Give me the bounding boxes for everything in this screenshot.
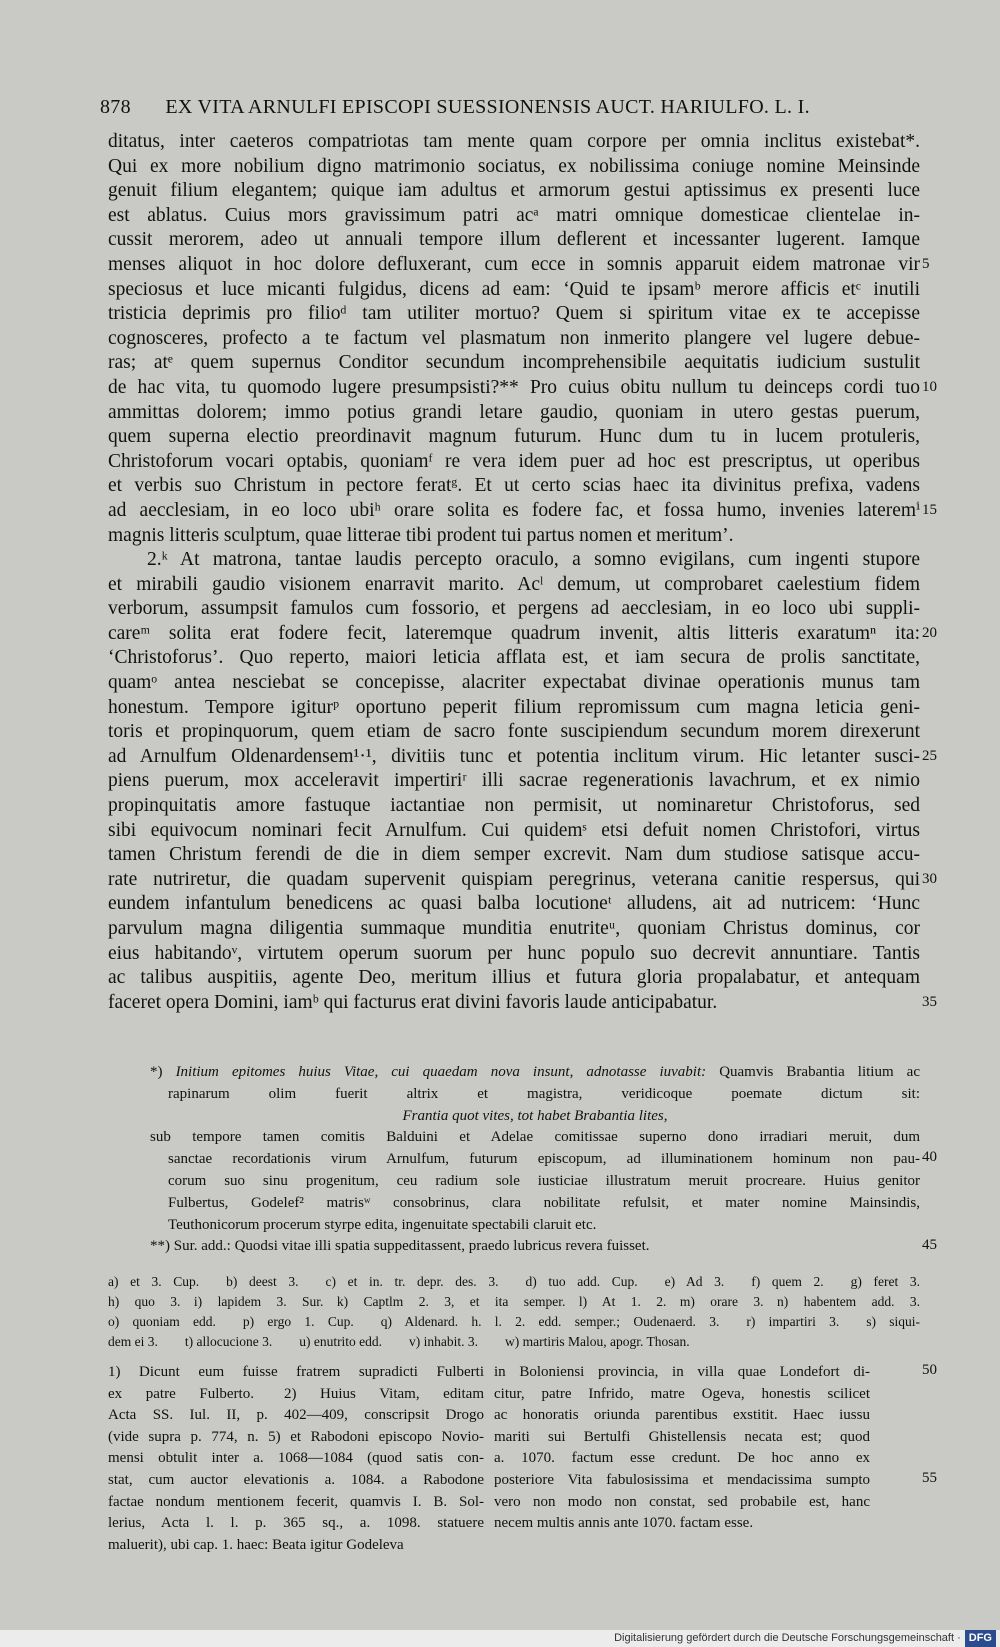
line-number: 35 [922, 994, 937, 1010]
line-number: 20 [922, 625, 937, 641]
line-number: 30 [922, 871, 937, 887]
text-line: et verbis suo Christum in pectore feratᵍ. Et ut certo scias haec ita divinitus prefixa, vadens [108, 475, 920, 497]
text-line: eius habitandoᵛ, virtutem operum suorum per hunc populo suo decrevit annuntiare. Tantis [108, 942, 920, 964]
footnote-line: stat, cum auctor elevationis a. 1084. a Rabodone [108, 1471, 484, 1488]
line-number: 10 [922, 379, 937, 395]
text-line: ‘Christoforus’. Quo reperto, maiori leticia afflata est, et iam secura de prolis sanctitate, [108, 647, 920, 669]
text-line: sibi equivocum nominari fecit Arnulfum. Cui quidemˢ etsi defuit nomen Christofori, virtus [108, 819, 920, 841]
text-line: verborum, assumpsit famulos cum fossorio, et pergens ad aecclesiam, in eo loco ubi suppli- [108, 598, 920, 620]
text-line: est ablatus. Cuius mors gravissimum patri acᵃ matri omnique domesticae clientelae in- [108, 204, 920, 226]
text-line: ad Arnulfum Oldenardensem¹·¹, divitiis tunc et potentia inclitum virum. Hic letanter susci- [108, 745, 920, 767]
line-number: 5 [922, 256, 930, 272]
line-number: 50 [922, 1362, 937, 1378]
footnote-line: a. 1070. factum esse credunt. De hoc anno ex [494, 1450, 870, 1467]
footnote-line: mensi obtulit inter a. 1068—1084 (quod satis con- [108, 1450, 484, 1467]
footnote-line: mariti sui Bertulfi Ghistellensis necata est; quod [494, 1428, 870, 1445]
apparatus-line: o) quoniam edd. p) ergo 1. Cup. q) Aldenard. h. l. 2. edd. semper.; Oudenaerd. 3. r) impartiri 3. s) siqui- [108, 1314, 920, 1329]
note-text: Sur. add.: Quodsi vitae illi spatia suppeditassent, praedo lubricus revera fuisset. [173, 1238, 650, 1255]
footnote-line: posteriore Vita fabulosissima et mendacissima sumpto [494, 1471, 870, 1488]
note-intro: Initium epitomes huius Vitae, cui quaedam nova insunt, adnotasse iuvabit: [175, 1064, 707, 1080]
text-line: careᵐ solita erat fodere fecit, lateremque quadrum invenit, altis litteris exaratumⁿ ita: [108, 622, 920, 644]
critical-apparatus [108, 1272, 920, 1352]
footnote-line: 1) Dicunt eum fuisse fratrem supradicti Fulberti [108, 1364, 484, 1380]
footnote-line: citur, patre Infrido, matre Ogeva, honestis scilicet [494, 1385, 870, 1402]
footnote-line: Acta SS. Iul. II, p. 402—409, conscripsit Drogo [108, 1407, 484, 1424]
line-number: 25 [922, 748, 937, 764]
text-line: tristicia deprimis pro filioᵈ tam utiliter mortuo? Quem si spiritum vitae ex te accepisse [108, 303, 920, 325]
text-line: genuit filium elegantem; quique iam adultus et armorum gestui aptissimus ex presenti luce [108, 180, 920, 202]
text-line: propinquitatis amore fastuque iactantiae non permisit, ut nominaretur Christoforus, sed [108, 795, 920, 817]
footnote-line: lerius, Acta l. l. p. 365 sq., a. 1098. statuere [108, 1515, 484, 1532]
note-line: Teuthonicorum procerum styrpe edita, ingenuitate spectabili claruit etc. [168, 1216, 597, 1233]
text-line: ac talibus auspitiis, agente Deo, meritum illius et futura gloria propalabatur, et antequam [108, 967, 920, 989]
main-text [108, 130, 920, 1015]
footnote-line: ex patre Fulberto. 2) Huius Vitam, editam [108, 1385, 484, 1402]
text-line: cussit merorem, adeo ut annuali tempore illum deflerent et incessanter lugerent. Iamque [108, 229, 920, 251]
note-line: sub tempore tamen comitis Balduini et Adelae comitissae superno dono irradiari meruit, dum [150, 1129, 920, 1146]
dfg-logo: DFG [965, 1630, 996, 1647]
text-line: 2.ᵏ At matrona, tantae laudis percepto oraculo, a somno evigilans, cum ingenti stupore [108, 549, 920, 571]
text-line: faceret opera Domini, iamᵇ qui facturus erat divini favoris laude anticipabatur. [108, 991, 718, 1013]
text-line: magnis litteris sculptum, quae litterae tibi prodent tui partus nomen et meritum’. [108, 524, 734, 546]
note-text: Quamvis Brabantia litium ac [719, 1064, 920, 1080]
note-line: Fulbertus, Godelef² matrisʷ consobrinus, clara nobilitate refulsit, et mater nomine Mainsindis, [168, 1194, 920, 1211]
footer-bar [0, 1630, 1000, 1647]
note-line [150, 1062, 920, 1084]
text-line: ditatus, inter caeteros compatriotas tam mente quam corpore per omnia inclitus existebat*. [108, 131, 920, 152]
text-line: rate nutriretur, die quadam supervenit quispiam peregrinus, veterana canitie respersus, qui [108, 868, 920, 890]
text-line: ad aecclesiam, in eo loco ubiʰ orare solita es fodere fac, et fossa humo, invenies lateremⁱ [108, 499, 920, 521]
text-line: et mirabili gaudio visionem enarravit marito. Acˡ demum, ut comprobaret caelestium fidem [108, 573, 920, 595]
text-line: ras; atᵉ quem supernus Conditor secundum incomprehensibile aequitatis iudicium sustulit [108, 352, 920, 374]
footnote-line: in Boloniensi provincia, in villa quae Londefort di- [494, 1364, 870, 1380]
running-title: EX VITA ARNULFI EPISCOPI SUESSIONENSIS AUCT. HARIULFO. L. I. [165, 96, 810, 118]
footnote-line: (vide supra p. 774, n. 5) et Rabodoni episcopo Novio- [108, 1428, 484, 1445]
editorial-notes [150, 1062, 920, 1258]
footnote-line: maluerit), ubi cap. 1. haec: Beata igitur Godeleva [108, 1536, 404, 1553]
verse-line: Frantia quot vites, tot habet Brabantia lites, [402, 1107, 668, 1124]
text-line: toris et propinquorum, quem etiam de sacro fonte suscipiendum secundum morem direxerunt [108, 721, 920, 743]
apparatus-line: h) quo 3. i) lapidem 3. Sur. k) Captlm 2. 3, et ita semper. l) At 1. 2. m) orare 3. n) habentem add. 3. [108, 1294, 920, 1309]
footnote-line: ac honoratis oriunda parentibus exstitit. Haec iussu [494, 1407, 870, 1424]
footnote-line: vero non modo non constat, sed probabile est, hanc [494, 1493, 870, 1510]
footnote-line: factae nondum mentionem fecerit, quamvis I. B. Sol- [108, 1493, 484, 1510]
note-line: rapinarum olim fuerit altrix et magistra, veridicoque poemate dictum sit: [168, 1085, 920, 1102]
note-line: sanctae recordationis virum Arnulfum, futurum episcopum, ad illuminationem hominum non pau- [168, 1151, 920, 1168]
line-number: 15 [922, 502, 937, 518]
line-number: 55 [922, 1470, 937, 1486]
footnotes-right-column [494, 1362, 870, 1535]
text-line: cognosceres, profecto a te factum vel plasmatum non inmerito plangere vel lugere debue- [108, 327, 920, 349]
text-line: de hac vita, tu quomodo lugere presumpsisti?** Pro cuius obitu nullum tu deinceps cordi tuo [108, 376, 920, 398]
text-line: quamᵒ antea nesciebat se concepisse, alacriter expectabat divinae operationis munus tam [108, 672, 920, 694]
text-line: ammittas dolorem; immo potius grandi letare gaudio, quoniam in utero gestas puerum, [108, 401, 920, 423]
text-line: piens puerum, mox acceleravit impertiriʳ illi sacrae regenerationis lavachrum, et ex nimio [108, 770, 920, 792]
footnotes-left-column [108, 1362, 484, 1556]
note-mark: **) [150, 1238, 170, 1255]
note-line: corum suo sinu progenitum, ceu radium sole iusticiae illustratum meruit procreare. Huius genitor [168, 1172, 920, 1189]
page-number: 878 [100, 96, 131, 118]
text-line: tamen Christum ferendi de die in diem semper excrevit. Nam dum studiose satisque accu- [108, 844, 920, 866]
text-line: Christoforum vocari optabis, quoniamᶠ re vera idem puer ad hoc est prescriptus, ut operibus [108, 450, 920, 472]
apparatus-line: dem ei 3. t) allocucione 3. u) enutrito edd. v) inhabit. 3. w) martiris Malou, apogr. Thosan. [108, 1334, 690, 1349]
text-line: eundem infantulum benedicens ac quasi balba locutioneᵗ alludens, ait ad nutricem: ‘Hunc [108, 893, 920, 915]
line-number: 45 [922, 1237, 937, 1253]
line-number: 40 [922, 1149, 937, 1165]
footnote-line: necem multis annis ante 1070. factam esse. [494, 1515, 754, 1532]
footer-credit: Digitalisierung gefördert durch die Deutsche Forschungsgemeinschaft · [614, 1632, 961, 1644]
note-mark: *) [150, 1064, 163, 1080]
apparatus-line: a) et 3. Cup. b) deest 3. c) et in. tr. depr. des. 3. d) tuo add. Cup. e) Ad 3. f) quem 2. g) feret 3. [108, 1274, 920, 1289]
text-line: menses aliquot in hoc dolore defluxerant, cum ecce in somnis apparuit eidem matronae vir [108, 253, 920, 275]
note-line [150, 1236, 920, 1258]
text-line: speciosus et luce micanti fulgidus, dicens ad eam: ‘Quid te ipsamᵇ merore afficis etᶜ inutili [108, 278, 920, 300]
page-header [100, 96, 920, 119]
text-line: parvulum magna diligentia summaque munditia enutriteᵘ, quoniam Christus dominus, cor [108, 918, 920, 939]
text-line: Qui ex more nobilium digno matrimonio sociatus, ex nobilissima coniuge nomine Meinsinde [108, 155, 920, 177]
text-line: quem superna electio preordinavit magnum futurum. Hunc dum tu in lucem protuleris, [108, 426, 920, 448]
text-line: honestum. Tempore igiturᵖ oportuno peperit filium repromissum cum magna leticia geni- [108, 696, 920, 718]
